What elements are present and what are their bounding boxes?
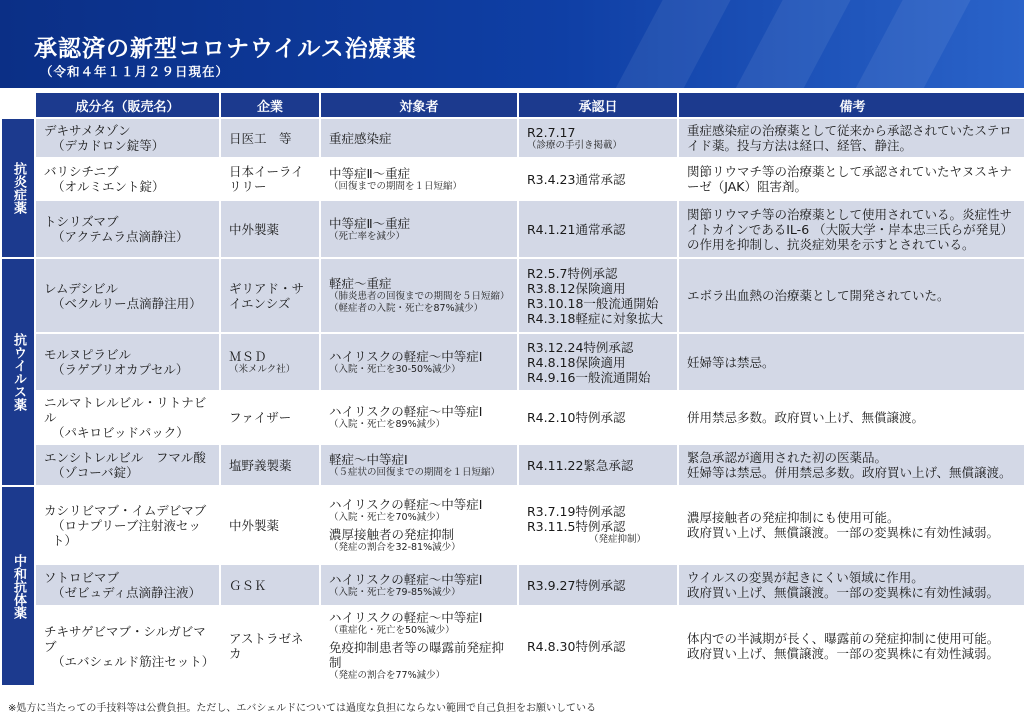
target-note: （軽症者の入院・死亡を87%減少） <box>329 303 484 314</box>
target-cell <box>321 565 517 605</box>
drug-brand: （パキロビッドパック） <box>52 425 189 440</box>
target-cell <box>321 392 517 443</box>
approval-text: R4.2.10特例承認 <box>527 410 626 425</box>
remarks-text: 妊婦等は禁忌。 <box>687 354 775 370</box>
company-note: （米メルク社） <box>229 363 296 375</box>
drug-table <box>0 91 1024 687</box>
drug-name: トシリズマブ <box>44 214 119 229</box>
remarks-text: ウイルスの変異が起きにくい領域に作用。 <box>687 570 924 585</box>
approval-text: R4.3.18軽症に対象拡大 <box>527 310 663 326</box>
approval-cell <box>519 201 677 257</box>
approval-cell <box>519 487 677 563</box>
target-note: （入院・死亡を79-85%減少） <box>329 586 461 598</box>
company-cell: ギリアド・サイエンシズ <box>221 259 319 332</box>
table-row <box>2 334 1024 390</box>
approval-cell <box>519 159 677 199</box>
approval-text: R3.4.23通常承認 <box>527 171 626 187</box>
column-header-name: 成分名（販売名） <box>36 93 219 117</box>
target-text: 軽症～重症 <box>329 276 392 291</box>
approval-text: R4.9.16一般流通開始 <box>527 369 651 385</box>
remarks-cell <box>679 119 1024 157</box>
target-text: 重症感染症 <box>329 130 392 146</box>
target-text: ハイリスクの軽症～中等症Ⅰ <box>329 496 483 512</box>
remarks-cell <box>679 392 1024 443</box>
company-cell: 中外製薬 <box>221 201 319 257</box>
approval-text: R4.11.22緊急承認 <box>527 457 634 473</box>
drug-name-cell <box>36 159 219 199</box>
drug-brand: （アクテムラ点滴静注） <box>52 229 189 244</box>
approval-text: R3.10.18一般流通開始 <box>527 295 659 311</box>
target-text: 濃厚接触者の発症抑制 <box>329 526 455 542</box>
target-note: （重症化・死亡を50%減少） <box>329 625 455 636</box>
company-cell: 日医工 等 <box>221 119 319 157</box>
approval-cell <box>519 334 677 390</box>
approval-text: R3.8.12保険適用 <box>527 280 626 296</box>
approval-text: R3.11.5特例承認 <box>527 519 626 534</box>
category-neutralizing-antibody: 中和抗体薬 <box>2 487 34 685</box>
target-note: （入院・死亡を30-50%減少） <box>329 363 461 375</box>
drug-name: デキサメタゾン <box>44 123 131 138</box>
drug-name-cell <box>36 607 219 685</box>
drug-name: ソトロビマブ <box>44 570 120 585</box>
remarks-text: 政府買い上げ、無償譲渡。一部の変異株に有効性減弱。 <box>687 525 1000 540</box>
remarks-text: 政府買い上げ、無償譲渡。一部の変異株に有効性減弱。 <box>687 646 1000 661</box>
remarks-text: 緊急承認が適用された初の医薬品。 <box>687 450 888 465</box>
approval-note: （診療の手引き掲載） <box>527 139 623 151</box>
remarks-cell <box>679 487 1024 563</box>
drug-brand: （ゾコーバ錠） <box>52 465 139 480</box>
table-row <box>2 259 1024 332</box>
approval-note: （発症抑制） <box>589 534 647 545</box>
banner-decoration <box>601 0 738 88</box>
column-header-remarks: 備考 <box>679 93 1024 117</box>
target-note: （発症の割合を77%減少） <box>329 670 446 681</box>
page-title: 承認済の新型コロナウイルス治療薬 <box>34 36 417 62</box>
drug-brand: （ラゲブリオカプセル） <box>52 362 189 377</box>
column-header-target: 対象者 <box>321 93 517 117</box>
target-cell <box>321 487 517 563</box>
target-text: 中等症Ⅱ～重症 <box>329 215 411 231</box>
remarks-cell <box>679 607 1024 685</box>
approval-text: R3.7.19特例承認 <box>527 504 626 519</box>
drug-name-cell <box>36 565 219 605</box>
target-cell <box>321 159 517 199</box>
remarks-text: 政府買い上げ、無償譲渡。一部の変異株に有効性減弱。 <box>687 585 1000 600</box>
company-cell: 中外製薬 <box>221 487 319 563</box>
approval-text: R4.8.18保険適用 <box>527 354 626 370</box>
drug-name-cell <box>36 392 219 443</box>
drug-brand: （エバシェルド筋注セット） <box>52 653 215 669</box>
drug-brand: （デカドロン錠等） <box>52 138 165 153</box>
approval-text: R4.1.21通常承認 <box>527 221 626 237</box>
approval-cell <box>519 119 677 157</box>
drug-name: チキサゲビマブ・シルガビマブ <box>44 623 206 654</box>
drug-name-cell <box>36 201 219 257</box>
drug-name-cell <box>36 487 219 563</box>
drug-name-cell <box>36 119 219 157</box>
target-note: （肺炎患者の回復までの期間を５日短縮） <box>329 291 510 302</box>
company-cell: ＧＳＫ <box>221 565 319 605</box>
approval-text: R3.9.27特例承認 <box>527 577 626 593</box>
banner-decoration <box>841 0 978 88</box>
drug-brand: （オルミエント錠） <box>52 179 165 194</box>
drug-name: モルヌピラビル <box>44 347 132 362</box>
target-cell <box>321 445 517 485</box>
drug-brand: （ロナプリーブ注射液セット） <box>52 517 201 548</box>
remarks-text: 体内での半減期が長く、曝露前の発症抑制に使用可能。 <box>687 631 1000 646</box>
target-text: 免疫抑制患者等の曝露前発症抑制 <box>329 640 505 670</box>
target-note: （入院・死亡を89%減少） <box>329 419 446 430</box>
target-cell <box>321 201 517 257</box>
table-row <box>2 607 1024 685</box>
category-antiviral: 抗ウイルス薬 <box>2 259 34 485</box>
approval-text: R2.7.17 <box>527 124 576 140</box>
table-row <box>2 565 1024 605</box>
remarks-cell <box>679 565 1024 605</box>
table-row <box>2 119 1024 157</box>
table-row <box>2 487 1024 563</box>
approval-cell <box>519 392 677 443</box>
column-header-approval: 承認日 <box>519 93 677 117</box>
target-note: （回復までの期間を１日短縮） <box>329 180 463 192</box>
target-text: 中等症Ⅱ～重症 <box>329 165 411 181</box>
table-row <box>2 159 1024 199</box>
approval-text: R3.12.24特例承認 <box>527 339 634 355</box>
drug-name: エンシトレルビル フマル酸 <box>44 450 206 465</box>
approval-cell <box>519 445 677 485</box>
approval-cell <box>519 607 677 685</box>
target-cell <box>321 259 517 332</box>
title-banner <box>0 0 1024 88</box>
drug-name-cell <box>36 445 219 485</box>
remarks-text: エボラ出血熱の治療薬として開発されていた。 <box>687 288 950 303</box>
company-cell: 塩野義製薬 <box>221 445 319 485</box>
banner-decoration <box>721 0 858 88</box>
company-cell: ファイザー <box>221 392 319 443</box>
approval-cell <box>519 259 677 332</box>
page-subtitle: （令和４年１１月２９日現在） <box>40 64 230 79</box>
remarks-cell <box>679 201 1024 257</box>
footnote: ※処方に当たっての手技料等は公費負担。ただし、エバシェルドについては過度な負担にならない範囲で自己負担をお願いしている <box>8 703 596 714</box>
target-note: （発症の割合を32-81%減少） <box>329 541 461 553</box>
category-anti-inflammatory: 抗炎症薬 <box>2 119 34 257</box>
table-header-row <box>2 93 1024 117</box>
target-note: （死亡率を減少） <box>329 230 406 242</box>
remarks-text: 濃厚接触者の発症抑制にも使用可能。 <box>687 510 900 525</box>
remarks-text: 重症感染症の治療薬として従来から承認されていたステロイド薬。投与方法は経口、経管、静注。 <box>687 123 1012 153</box>
company-cell <box>221 334 319 390</box>
target-text: 軽症～中等症Ⅰ <box>329 451 408 467</box>
drug-brand: （ベクルリー点滴静注用） <box>52 295 202 311</box>
drug-name: レムデシビル <box>44 280 119 296</box>
approval-text: R4.8.30特例承認 <box>527 638 626 654</box>
drug-name: ニルマトレルビル・リトナビル <box>44 395 207 425</box>
remarks-text: 併用禁忌多数。政府買い上げ、無償譲渡。 <box>687 410 925 425</box>
remarks-cell <box>679 259 1024 332</box>
drug-name: カシリビマブ・イムデビマブ <box>44 502 207 518</box>
drug-name-cell <box>36 334 219 390</box>
remarks-text: 関節リウマチ等の治療薬として承認されていたヤヌスキナーゼ（JAK）阻害剤。 <box>687 164 1012 194</box>
target-cell <box>321 607 517 685</box>
approval-cell <box>519 565 677 605</box>
drug-name-cell <box>36 259 219 332</box>
target-cell <box>321 334 517 390</box>
target-text: ハイリスクの軽症～中等症Ⅰ <box>329 348 483 364</box>
target-text: ハイリスクの軽症～中等症Ⅰ <box>329 610 483 625</box>
company-name: ＭＳＤ <box>229 348 267 364</box>
target-cell <box>321 119 517 157</box>
target-text: ハイリスクの軽症～中等症Ⅰ <box>329 571 483 587</box>
drug-brand: （ゼビュディ点滴静注液） <box>52 585 202 600</box>
table-row <box>2 392 1024 443</box>
remarks-text: 妊婦等は禁忌。併用禁忌多数。政府買い上げ、無償譲渡。 <box>687 465 1012 480</box>
column-header-company: 企業 <box>221 93 319 117</box>
remarks-text: 関節リウマチ等の治療薬として使用されている。炎症性サイトカインであるIL-6 （大阪大学・岸本忠三氏らが発見）の作用を抑制し、抗炎症効果を示すとされている。 <box>687 206 1014 252</box>
table-row <box>2 445 1024 485</box>
table-row <box>2 201 1024 257</box>
remarks-cell <box>679 334 1024 390</box>
drug-name: バリシチニブ <box>44 164 119 179</box>
target-text: ハイリスクの軽症～中等症Ⅰ <box>329 404 483 419</box>
company-cell: アストラゼネカ <box>221 607 319 685</box>
company-cell: 日本イーライリリー <box>221 159 319 199</box>
target-note: （入院・死亡を70%減少） <box>329 511 446 523</box>
target-note: （５症状の回復までの期間を１日短縮） <box>329 466 501 478</box>
approval-text: R2.5.7特例承認 <box>527 265 618 281</box>
header-corner <box>2 93 34 117</box>
remarks-cell <box>679 445 1024 485</box>
remarks-cell <box>679 159 1024 199</box>
